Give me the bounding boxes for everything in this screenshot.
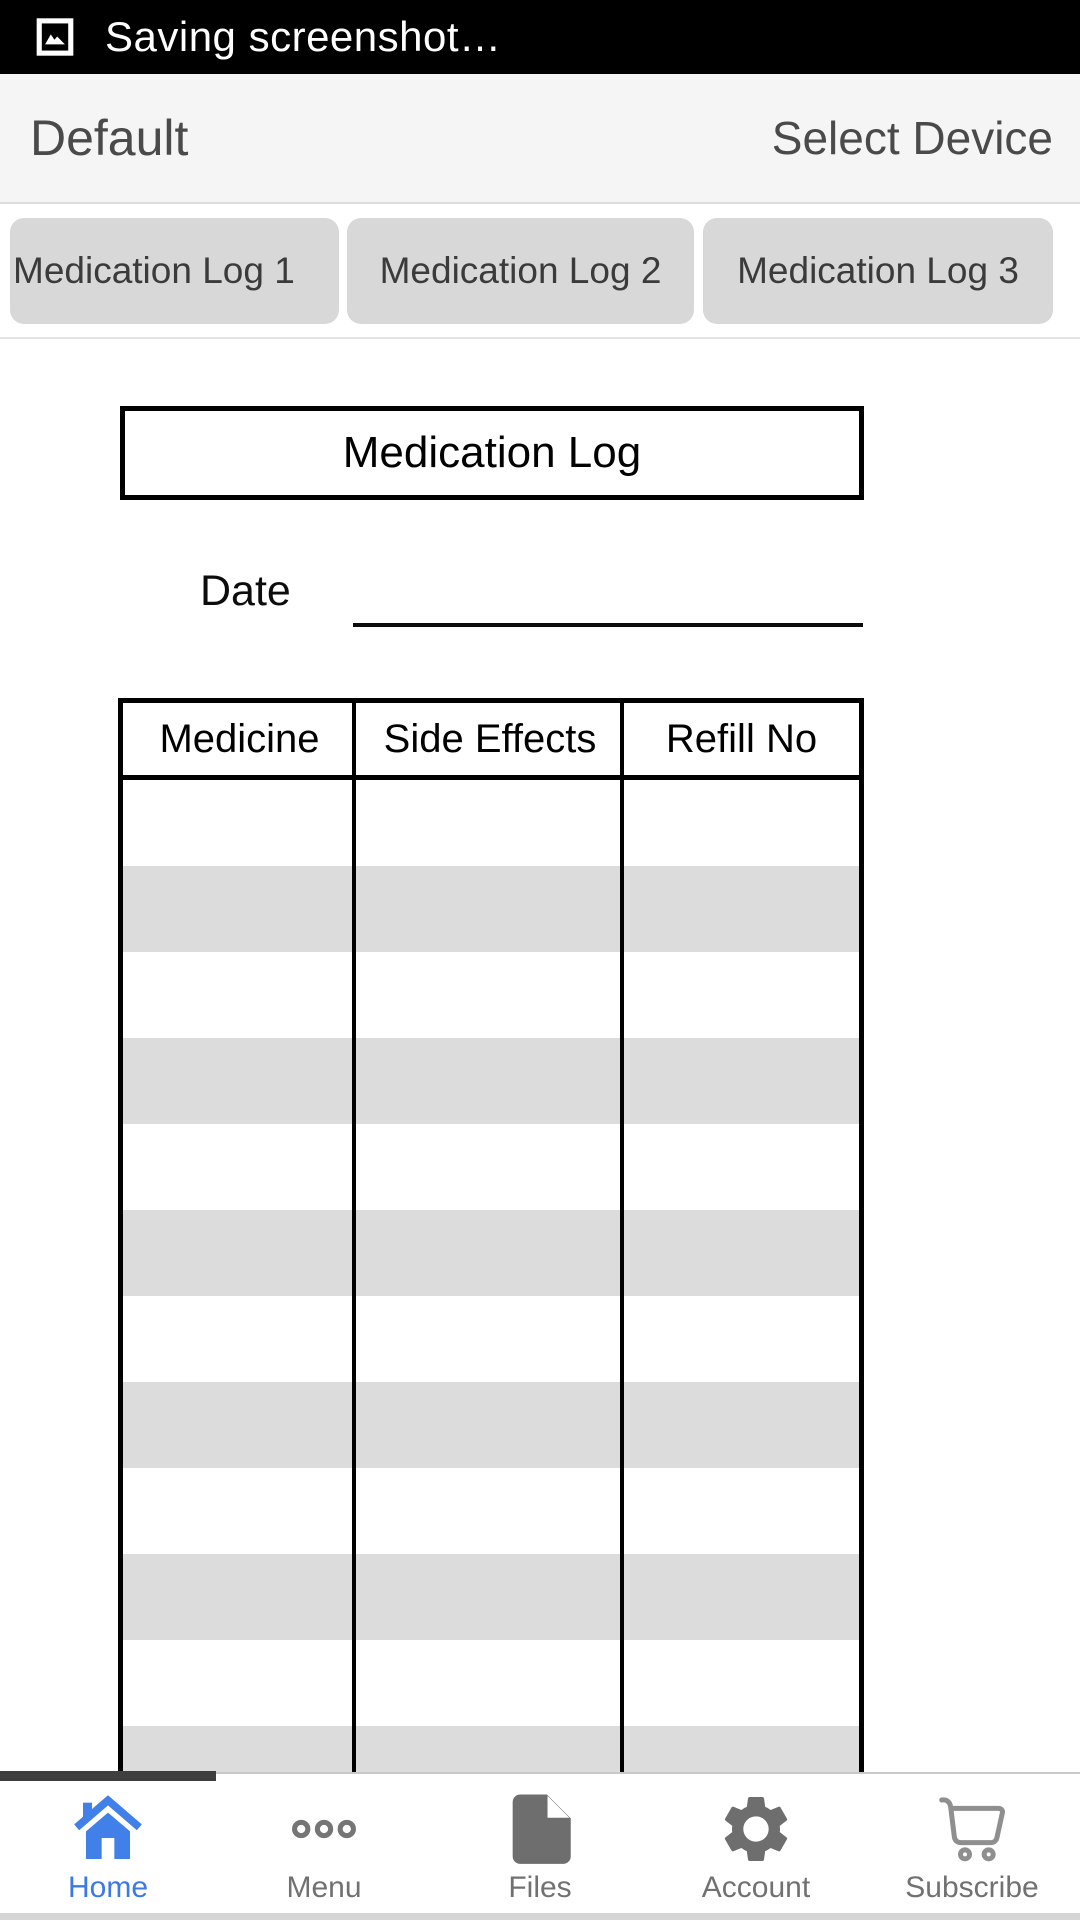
nav-label: Files [508,1871,572,1904]
form-content [0,339,1080,1773]
tab-medication-log-3[interactable]: Medication Log 3 [703,218,1053,324]
table-row[interactable] [123,1210,859,1296]
scrollbar-thumb[interactable] [0,1771,216,1781]
nav-label: Menu [286,1871,362,1904]
nav-label: Home [67,1871,149,1904]
app-header [0,74,1080,204]
column-divider [352,703,356,1773]
column-header-side-effects: Side Effects [383,716,597,761]
nav-item-menu[interactable] [216,1781,432,1920]
tab-bar [0,206,1080,339]
table-row[interactable] [123,866,859,952]
select-device-button[interactable]: Select Device [771,112,1053,164]
table-row[interactable] [123,1124,859,1210]
table-header-row [123,703,859,780]
table-rows [123,780,859,1773]
nav-label: Subscribe [905,1871,1039,1904]
form-title-box [120,406,864,500]
column-header-refill-no: Refill No [665,716,818,761]
image-icon [33,14,77,60]
table-row[interactable] [123,780,859,866]
status-text: Saving screenshot… [105,13,502,60]
file-icon [499,1788,581,1870]
bottom-nav [0,1781,1080,1920]
table-row[interactable] [123,952,859,1038]
menu-dots-icon [286,1788,362,1870]
nav-item-files[interactable] [432,1781,648,1920]
nav-item-home[interactable] [0,1781,216,1920]
column-divider [620,703,624,1773]
table-row[interactable] [123,1296,859,1382]
date-input[interactable] [353,623,863,627]
table-row[interactable] [123,1726,859,1773]
table-row[interactable] [123,1554,859,1640]
nav-label: Account [701,1871,811,1904]
form-title: Medication Log [342,428,642,477]
column-header-medicine: Medicine [159,716,320,761]
table-row[interactable] [123,1640,859,1726]
home-icon [68,1788,148,1870]
gear-icon [716,1788,796,1870]
tab-medication-log-1[interactable]: Medication Log 1 [10,218,339,324]
nav-item-account[interactable] [648,1781,864,1920]
table-row[interactable] [123,1468,859,1554]
nav-item-subscribe[interactable] [864,1781,1080,1920]
table-row[interactable] [123,1382,859,1468]
medication-table [118,698,864,1773]
status-bar [0,0,1080,74]
date-label: Date [200,567,291,615]
cart-icon [932,1788,1012,1870]
page-title: Default [30,110,189,166]
table-row[interactable] [123,1038,859,1124]
tab-medication-log-2[interactable]: Medication Log 2 [347,218,694,324]
